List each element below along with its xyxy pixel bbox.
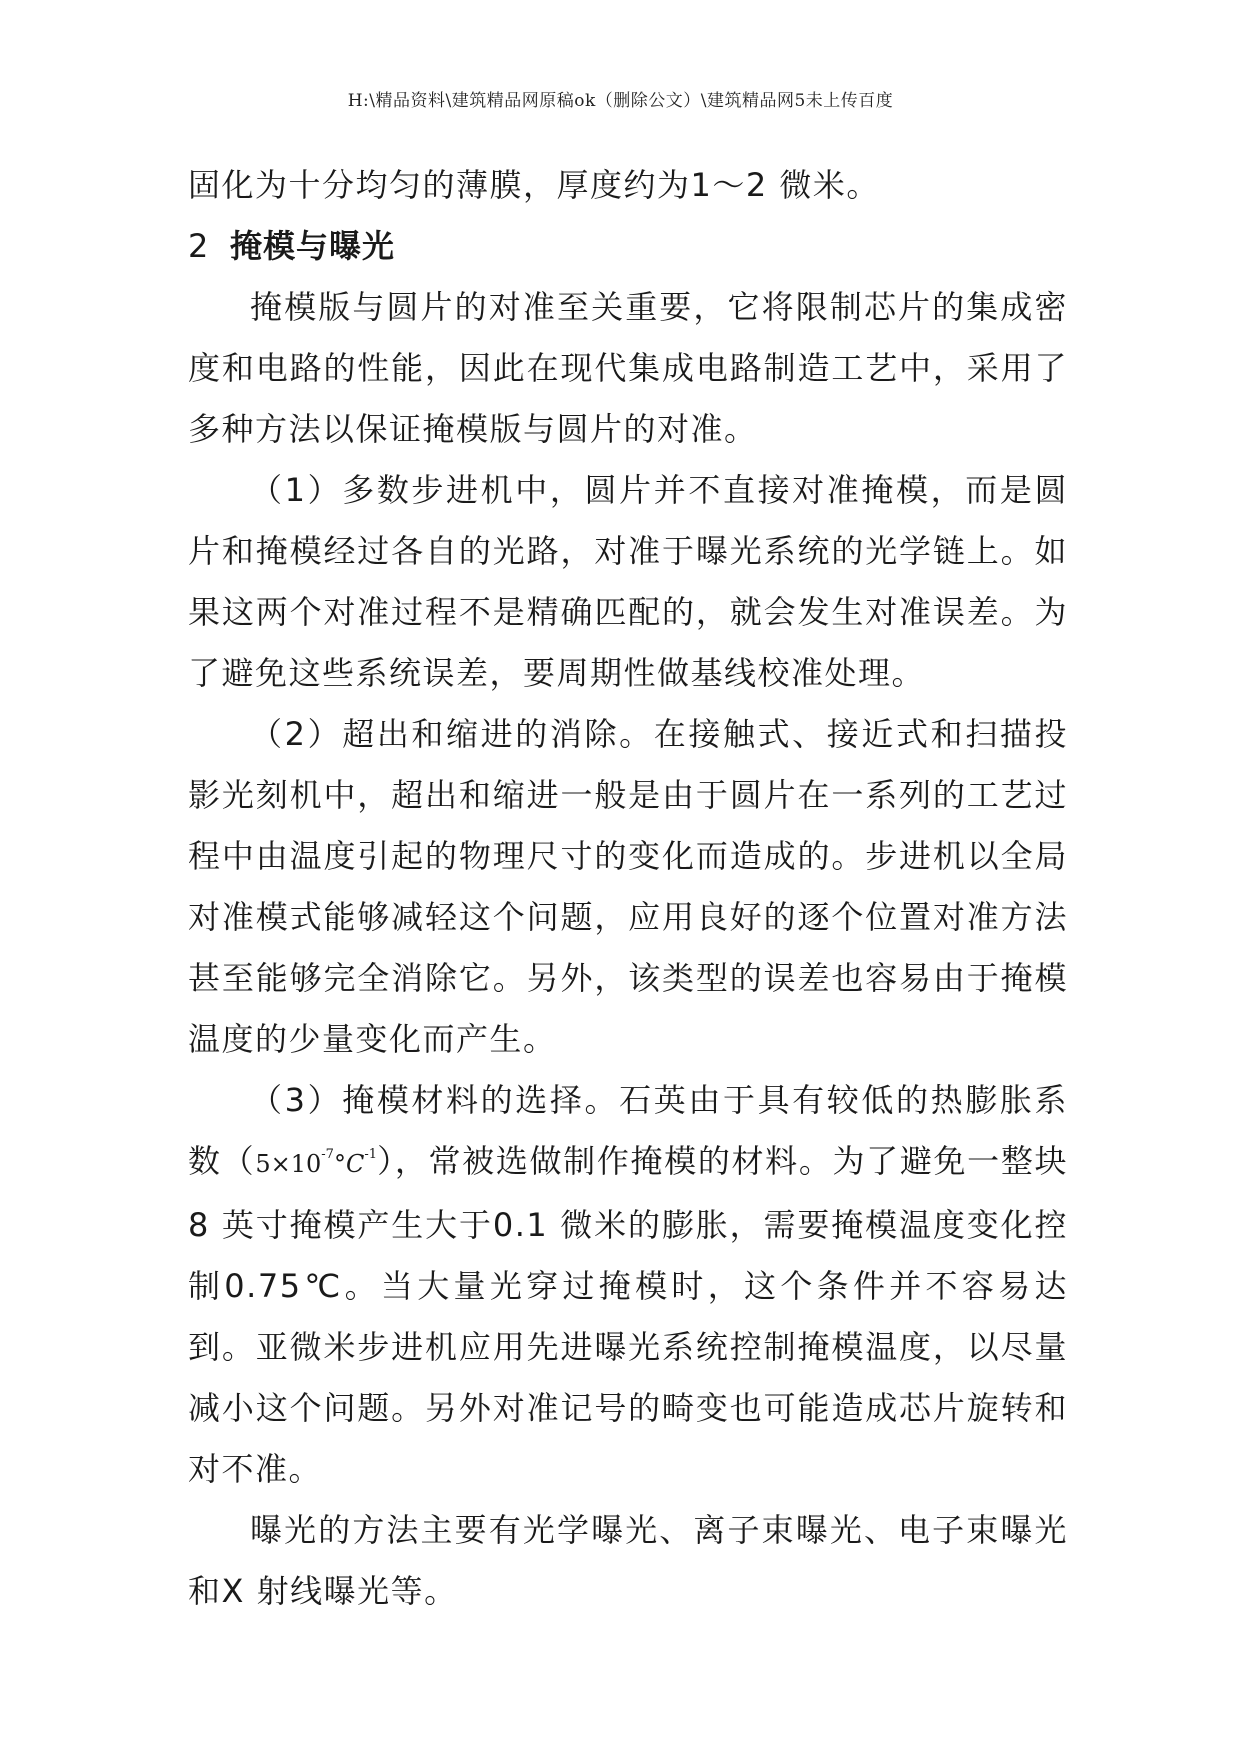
formula-exponent: -7 — [321, 1147, 334, 1162]
section-title: 掩模与曝光 — [230, 227, 396, 265]
formula-unit-exponent: -1 — [364, 1147, 377, 1162]
intro-paragraph: 固化为十分均匀的薄膜，厚度约为1～2 微米。 — [188, 166, 880, 204]
item-2-paragraph: （2）超出和缩进的消除。在接触式、接近式和扫描投影光刻机中，超出和缩进一般是由于圆片在一系列的工艺过程中由温度引起的物理尺寸的变化而造成的。步进机以全局对准模式能够减轻这个问题，应用良好的逐个位置对准方法甚至能够完全消除它。另外，该类型的误差也容易由于掩模温度的少量变化而产生。 — [188, 715, 1068, 1058]
formula-base: 5×10 — [255, 1150, 322, 1178]
page-header-path: H:\精品资料\建筑精品网原稿ok（删除公文）\建筑精品网5未上传百度 — [347, 91, 894, 111]
expansion-coefficient-formula — [255, 1147, 377, 1178]
item-3-text-end: ），常被选做制作掩模的材料。为了避免一整块8 英寸掩模产生大于0.1 微米的膨胀，需要掩模温度变化控制0.75℃。当大量光穿过掩模时，这个条件并不容易达到。亚微米步进机应用先进曝光系统控制掩模温度，以尽量减小这个问题。另外对准记号的畸变也可能造成芯片旋转和对不准。 — [188, 1142, 1068, 1488]
item-1-paragraph: （1）多数步进机中，圆片并不直接对准掩模，而是圆片和掩模经过各自的光路，对准于曝光系统的光学链上。如果这两个对准过程不是精确匹配的，就会发生对准误差。为了避免这些系统误差，要周期性做基线校准处理。 — [188, 471, 1068, 692]
section-number: 2 — [188, 227, 210, 265]
document-body — [188, 155, 1068, 1622]
exposure-methods-paragraph: 曝光的方法主要有光学曝光、离子束曝光、电子束曝光和X 射线曝光等。 — [188, 1511, 1068, 1610]
alignment-paragraph: 掩模版与圆片的对准至关重要，它将限制芯片的集成密度和电路的性能，因此在现代集成电路制造工艺中，采用了多种方法以保证掩模版与圆片的对准。 — [188, 288, 1068, 448]
item-3-text-start: （3）掩模材料的选择。石英由于具有较低的热膨胀系数（ — [188, 1081, 1068, 1180]
section-heading — [188, 216, 1068, 277]
formula-unit: °C — [333, 1150, 365, 1178]
item-3-paragraph — [188, 1070, 1068, 1500]
